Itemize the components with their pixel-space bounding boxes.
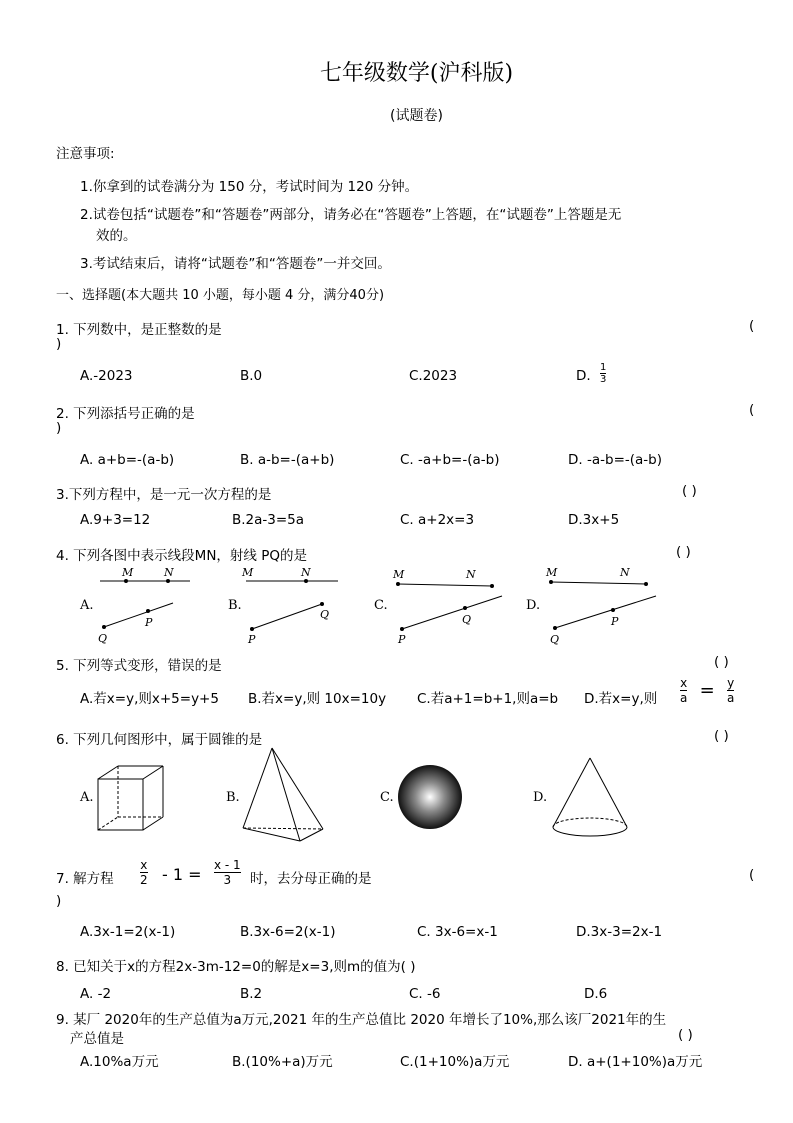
option-a: A.9+3=12 [80, 512, 151, 528]
option-c: C. a+2x=3 [400, 512, 475, 528]
numerator: x [140, 858, 148, 872]
option-d: D. -a-b=-(a-b) [568, 452, 662, 468]
question-stem: 1. 下列数中，是正整数的是 [56, 322, 222, 338]
option-b: B. [226, 790, 240, 805]
option-a: A. [80, 598, 94, 613]
option-d: D.若x=y,则 [584, 691, 658, 707]
notes-heading: 注意事项: [56, 146, 115, 162]
label-n: N [620, 566, 630, 579]
answer-paren: ) [56, 893, 62, 909]
denominator: 3 [223, 873, 232, 887]
answer-paren: ( ) [678, 1027, 693, 1043]
numerator: 1 [600, 362, 607, 373]
note-item: 效的。 [96, 228, 137, 244]
option-a: A.-2023 [80, 368, 133, 384]
label-m: M [393, 568, 405, 581]
option-a: A. -2 [80, 986, 112, 1002]
question-stem-tail: 时，去分母正确的是 [250, 871, 372, 887]
option-d: D. [526, 598, 541, 613]
option-b: B. [228, 598, 242, 613]
option-b: B. a-b=-(a+b) [240, 452, 335, 468]
option-c: C. [380, 790, 394, 805]
answer-paren: ( ) [714, 728, 729, 744]
label-q: Q [98, 632, 108, 645]
option-d: D.3x-3=2x-1 [576, 924, 663, 940]
label-n: N [301, 566, 311, 579]
question-stem: 5. 下列等式变形，错误的是 [56, 658, 222, 674]
option-c: C.2023 [409, 368, 458, 384]
numerator: y [727, 676, 735, 690]
sphere-figure [398, 765, 462, 829]
page-title: 七年级数学(沪科版) [319, 61, 514, 86]
option-d: D. a+(1+10%)a万元 [568, 1054, 703, 1070]
fraction-equation [680, 676, 734, 705]
denominator: 3 [600, 374, 607, 385]
cone-figure [553, 758, 627, 836]
numerator: x - 1 [214, 858, 241, 872]
question-stem: 2. 下列添括号正确的是 [56, 406, 195, 422]
option-c: C. -a+b=-(a-b) [400, 452, 500, 468]
page-subtitle: (试题卷) [390, 108, 443, 124]
fraction [214, 858, 241, 887]
question-stem: 4. 下列各图中表示线段MN，射线 PQ的是 [56, 548, 307, 564]
option-a: A.3x-1=2(x-1) [80, 924, 176, 940]
option-b: B.若x=y,则 10x=10y [248, 691, 387, 707]
option-c: C.若a+1=b+1,则a=b [417, 691, 559, 707]
option-b: B.0 [240, 368, 263, 384]
option-d: D. [576, 368, 591, 384]
figure-c [392, 568, 502, 646]
note-item: 3.考试结束后，请将“试题卷”和“答题卷”一并交回。 [80, 256, 391, 272]
option-b: B.2a-3=5a [232, 512, 305, 528]
question-stem: 8. 已知关于x的方程2x-3m-12=0的解是x=3,则m的值为( ) [56, 959, 416, 975]
equation-middle: - 1 = [162, 865, 202, 884]
equals-sign: = [699, 680, 715, 701]
label-m: M [242, 566, 254, 579]
answer-paren: ( ) [714, 654, 729, 670]
answer-paren: ) [56, 420, 62, 436]
label-m: M [122, 566, 134, 579]
answer-paren: ( [749, 402, 755, 418]
pyramid-figure [243, 748, 323, 841]
option-a: A.若x=y,则x+5=y+5 [80, 691, 219, 707]
label-q: Q [320, 608, 330, 621]
answer-paren: ) [56, 336, 62, 352]
option-b: B.(10%+a)万元 [232, 1054, 333, 1070]
question-stem: 3.下列方程中，是一元一次方程的是 [56, 487, 272, 503]
section-heading: 一、选择题(本大题共 10 小题，每小题 4 分，满分40分) [56, 288, 385, 303]
label-q: Q [462, 613, 472, 626]
label-n: N [164, 566, 174, 579]
option-c: C.(1+10%)a万元 [400, 1054, 510, 1070]
option-d: D.3x+5 [568, 512, 620, 528]
option-c: C. [374, 598, 388, 613]
option-a: A. [80, 790, 94, 805]
question-stem: 7. 解方程 [56, 871, 114, 887]
label-p: P [611, 615, 619, 628]
label-m: M [546, 566, 558, 579]
numerator: x [680, 676, 688, 690]
figure-d [545, 566, 656, 646]
answer-paren: ( ) [682, 483, 697, 499]
denominator: a [727, 691, 735, 705]
option-c: C. 3x-6=x-1 [417, 924, 498, 940]
note-item: 2.试卷包括“试题卷”和“答题卷”两部分，请务必在“答题卷”上答题，在“试题卷”上答题是无 [80, 207, 622, 223]
answer-paren: ( [749, 318, 755, 334]
option-b: B.2 [240, 986, 263, 1002]
question-stem: 产总值是 [70, 1031, 124, 1047]
label-p: P [248, 633, 256, 646]
fraction [600, 362, 606, 385]
cube-figure [98, 766, 163, 830]
figure-a [98, 566, 190, 645]
lines-rays-figures [0, 560, 793, 650]
option-b: B.3x-6=2(x-1) [240, 924, 336, 940]
option-a: A. a+b=-(a-b) [80, 452, 175, 468]
option-c: C. -6 [409, 986, 441, 1002]
fraction [140, 858, 148, 887]
option-a: A.10%a万元 [80, 1054, 159, 1070]
label-q: Q [550, 633, 560, 646]
answer-paren: ( [749, 867, 755, 883]
question-stem: 6. 下列几何图形中，属于圆锥的是 [56, 732, 263, 748]
answer-paren: ( ) [676, 544, 691, 560]
label-n: N [466, 568, 476, 581]
label-p: P [145, 616, 153, 629]
question-stem: 9. 某厂 2020年的生产总值为a万元,2021 年的生产总值比 2020 年增长了10%,那么该厂2021年的生 [56, 1012, 667, 1028]
option-d: D.6 [584, 986, 608, 1002]
figure-b [241, 566, 338, 646]
note-item: 1.你拿到的试卷满分为 150 分，考试时间为 120 分钟。 [80, 179, 419, 195]
option-d: D. [533, 790, 548, 805]
solids-figures [0, 745, 793, 845]
denominator: a [680, 691, 688, 705]
denominator: 2 [140, 873, 148, 887]
label-p: P [398, 633, 406, 646]
